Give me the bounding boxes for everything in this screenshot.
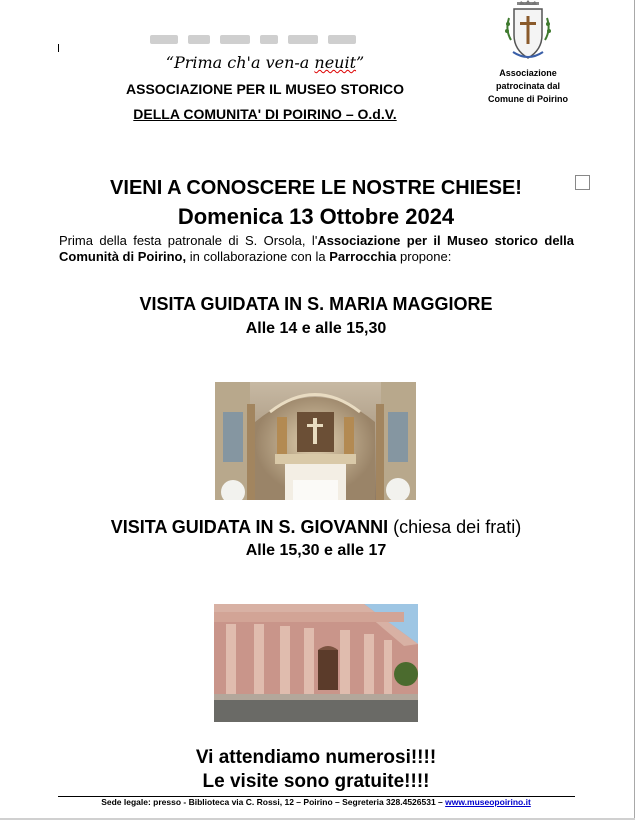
event-date: Domenica 13 Ottobre 2024 bbox=[177, 204, 455, 229]
visit-title-s-giovanni: VISITA GUIDATA IN S. GIOVANNI (chiesa dei frati) bbox=[110, 517, 522, 537]
footer: Sede legale: presso - Biblioteca via C. Rossi, 12 – Poirino – Segreteria 328.4526531 – www.museopoirino.it bbox=[101, 797, 531, 807]
photo-s-maria-maggiore-interior bbox=[215, 382, 416, 500]
motto-spellcheck-word: neuit bbox=[314, 53, 357, 72]
intro-paragraph: Prima della festa patronale di S. Orsola, l'Associazione per il Museo storico della Comunità di Poirino, in collaborazione con la Parrocchia propone: bbox=[59, 233, 575, 264]
motto: “Prima ch'a ven-a neuit” bbox=[165, 53, 365, 72]
visit-title-maria-maggiore: VISITA GUIDATA IN S. MARIA MAGGIORE bbox=[139, 294, 493, 314]
municipal-crest-icon bbox=[495, 0, 561, 66]
text-cursor-mark bbox=[58, 44, 59, 52]
crest-caption: Associazione patrocinata dal Comune di Poirino bbox=[488, 68, 568, 104]
photo-s-giovanni-facade bbox=[214, 604, 418, 722]
cropped-logo-text bbox=[150, 22, 360, 44]
closing-line2: Le visite sono gratuite!!!! bbox=[202, 771, 430, 792]
website-link[interactable]: www.museopoirino.it bbox=[445, 797, 531, 807]
visit-times-maria-maggiore: Alle 14 e alle 15,30 bbox=[245, 320, 387, 337]
visit-times-s-giovanni: Alle 15,30 e alle 17 bbox=[245, 542, 387, 559]
association-name-line2: DELLA COMUNITA' DI POIRINO – O.d.V. bbox=[133, 106, 397, 122]
closing-line1: Vi attendiamo numerosi!!!! bbox=[195, 747, 437, 768]
headline: VIENI A CONOSCERE LE NOSTRE CHIESE! bbox=[110, 177, 522, 199]
association-name-line1: ASSOCIAZIONE PER IL MUSEO STORICO bbox=[126, 81, 404, 97]
